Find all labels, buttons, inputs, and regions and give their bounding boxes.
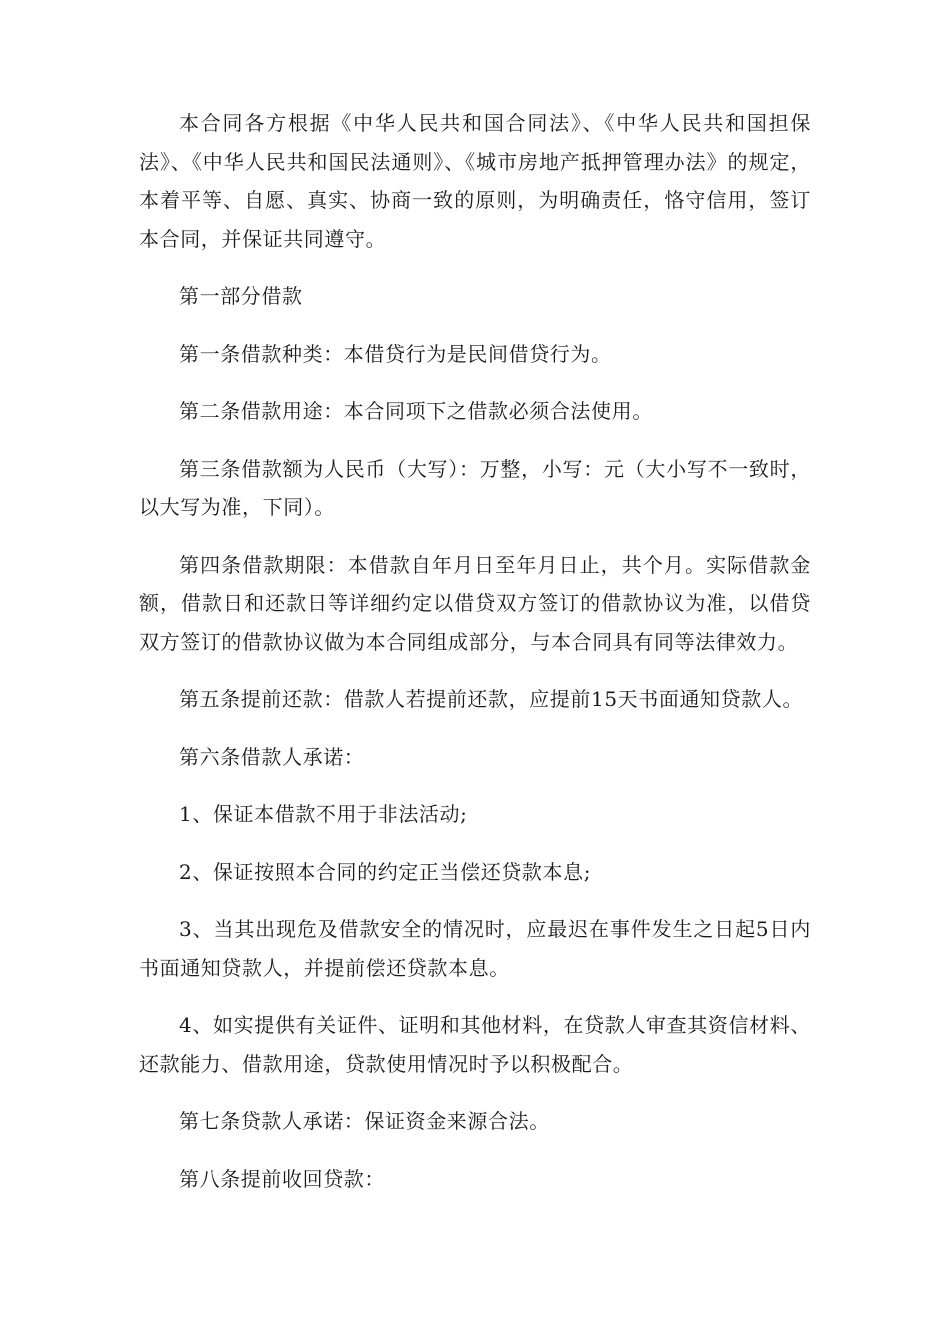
article-2-loan-purpose: 第二条借款用途：本合同项下之借款必须合法使用。	[179, 399, 653, 423]
document-body	[139, 104, 811, 1217]
article-8-early-recall: 第八条提前收回贷款：	[179, 1166, 385, 1191]
article-3-loan-amount: 第三条借款额为人民币（大写）：万整，小写：元（大小写不一致时，以大写为准，下同）。	[139, 456, 811, 519]
commitment-item-1: 1、保证本借款不用于非法活动;	[179, 802, 468, 826]
commitment-item-3: 3、当其出现危及借款安全的情况时，应最迟在事件发生之日起5日内书面通知贷款人，并提前偿还贷款本息。	[139, 917, 811, 980]
article-7-lender-commitments: 第七条贷款人承诺：保证资金来源合法。	[179, 1109, 550, 1133]
section-heading-part-one: 第一部分借款	[179, 284, 303, 308]
article-5-early-repayment: 第五条提前还款：借款人若提前还款，应提前15天书面通知贷款人。	[179, 687, 804, 711]
article-1-loan-type: 第一条借款种类：本借贷行为是民间借贷行为。	[179, 341, 612, 366]
paragraph-preamble: 本合同各方根据《中华人民共和国合同法》、《中华人民共和国担保法》、《中华人民共和国民法通则》、《城市房地产抵押管理办法》的规定，本着平等、自愿、真实、协商一致的原则，为明确责任，恪守信用，签订本合同，并保证共同遵守。	[139, 111, 811, 251]
article-6-borrower-commitments: 第六条借款人承诺：	[179, 744, 365, 769]
commitment-item-2: 2、保证按照本合同的约定正当偿还贷款本息;	[179, 859, 592, 884]
article-4-loan-term: 第四条借款期限：本借款自年月日至年月日止，共个月。实际借款金额，借款日和还款日等详细约定以借贷双方签订的借款协议为准，以借贷双方签订的借款协议做为本合同组成部分，与本合同具有同等法律效力。	[139, 552, 811, 654]
commitment-item-4: 4、如实提供有关证件、证明和其他材料，在贷款人审查其资信材料、还款能力、借款用途，贷款使用情况时予以积极配合。	[139, 1013, 811, 1076]
